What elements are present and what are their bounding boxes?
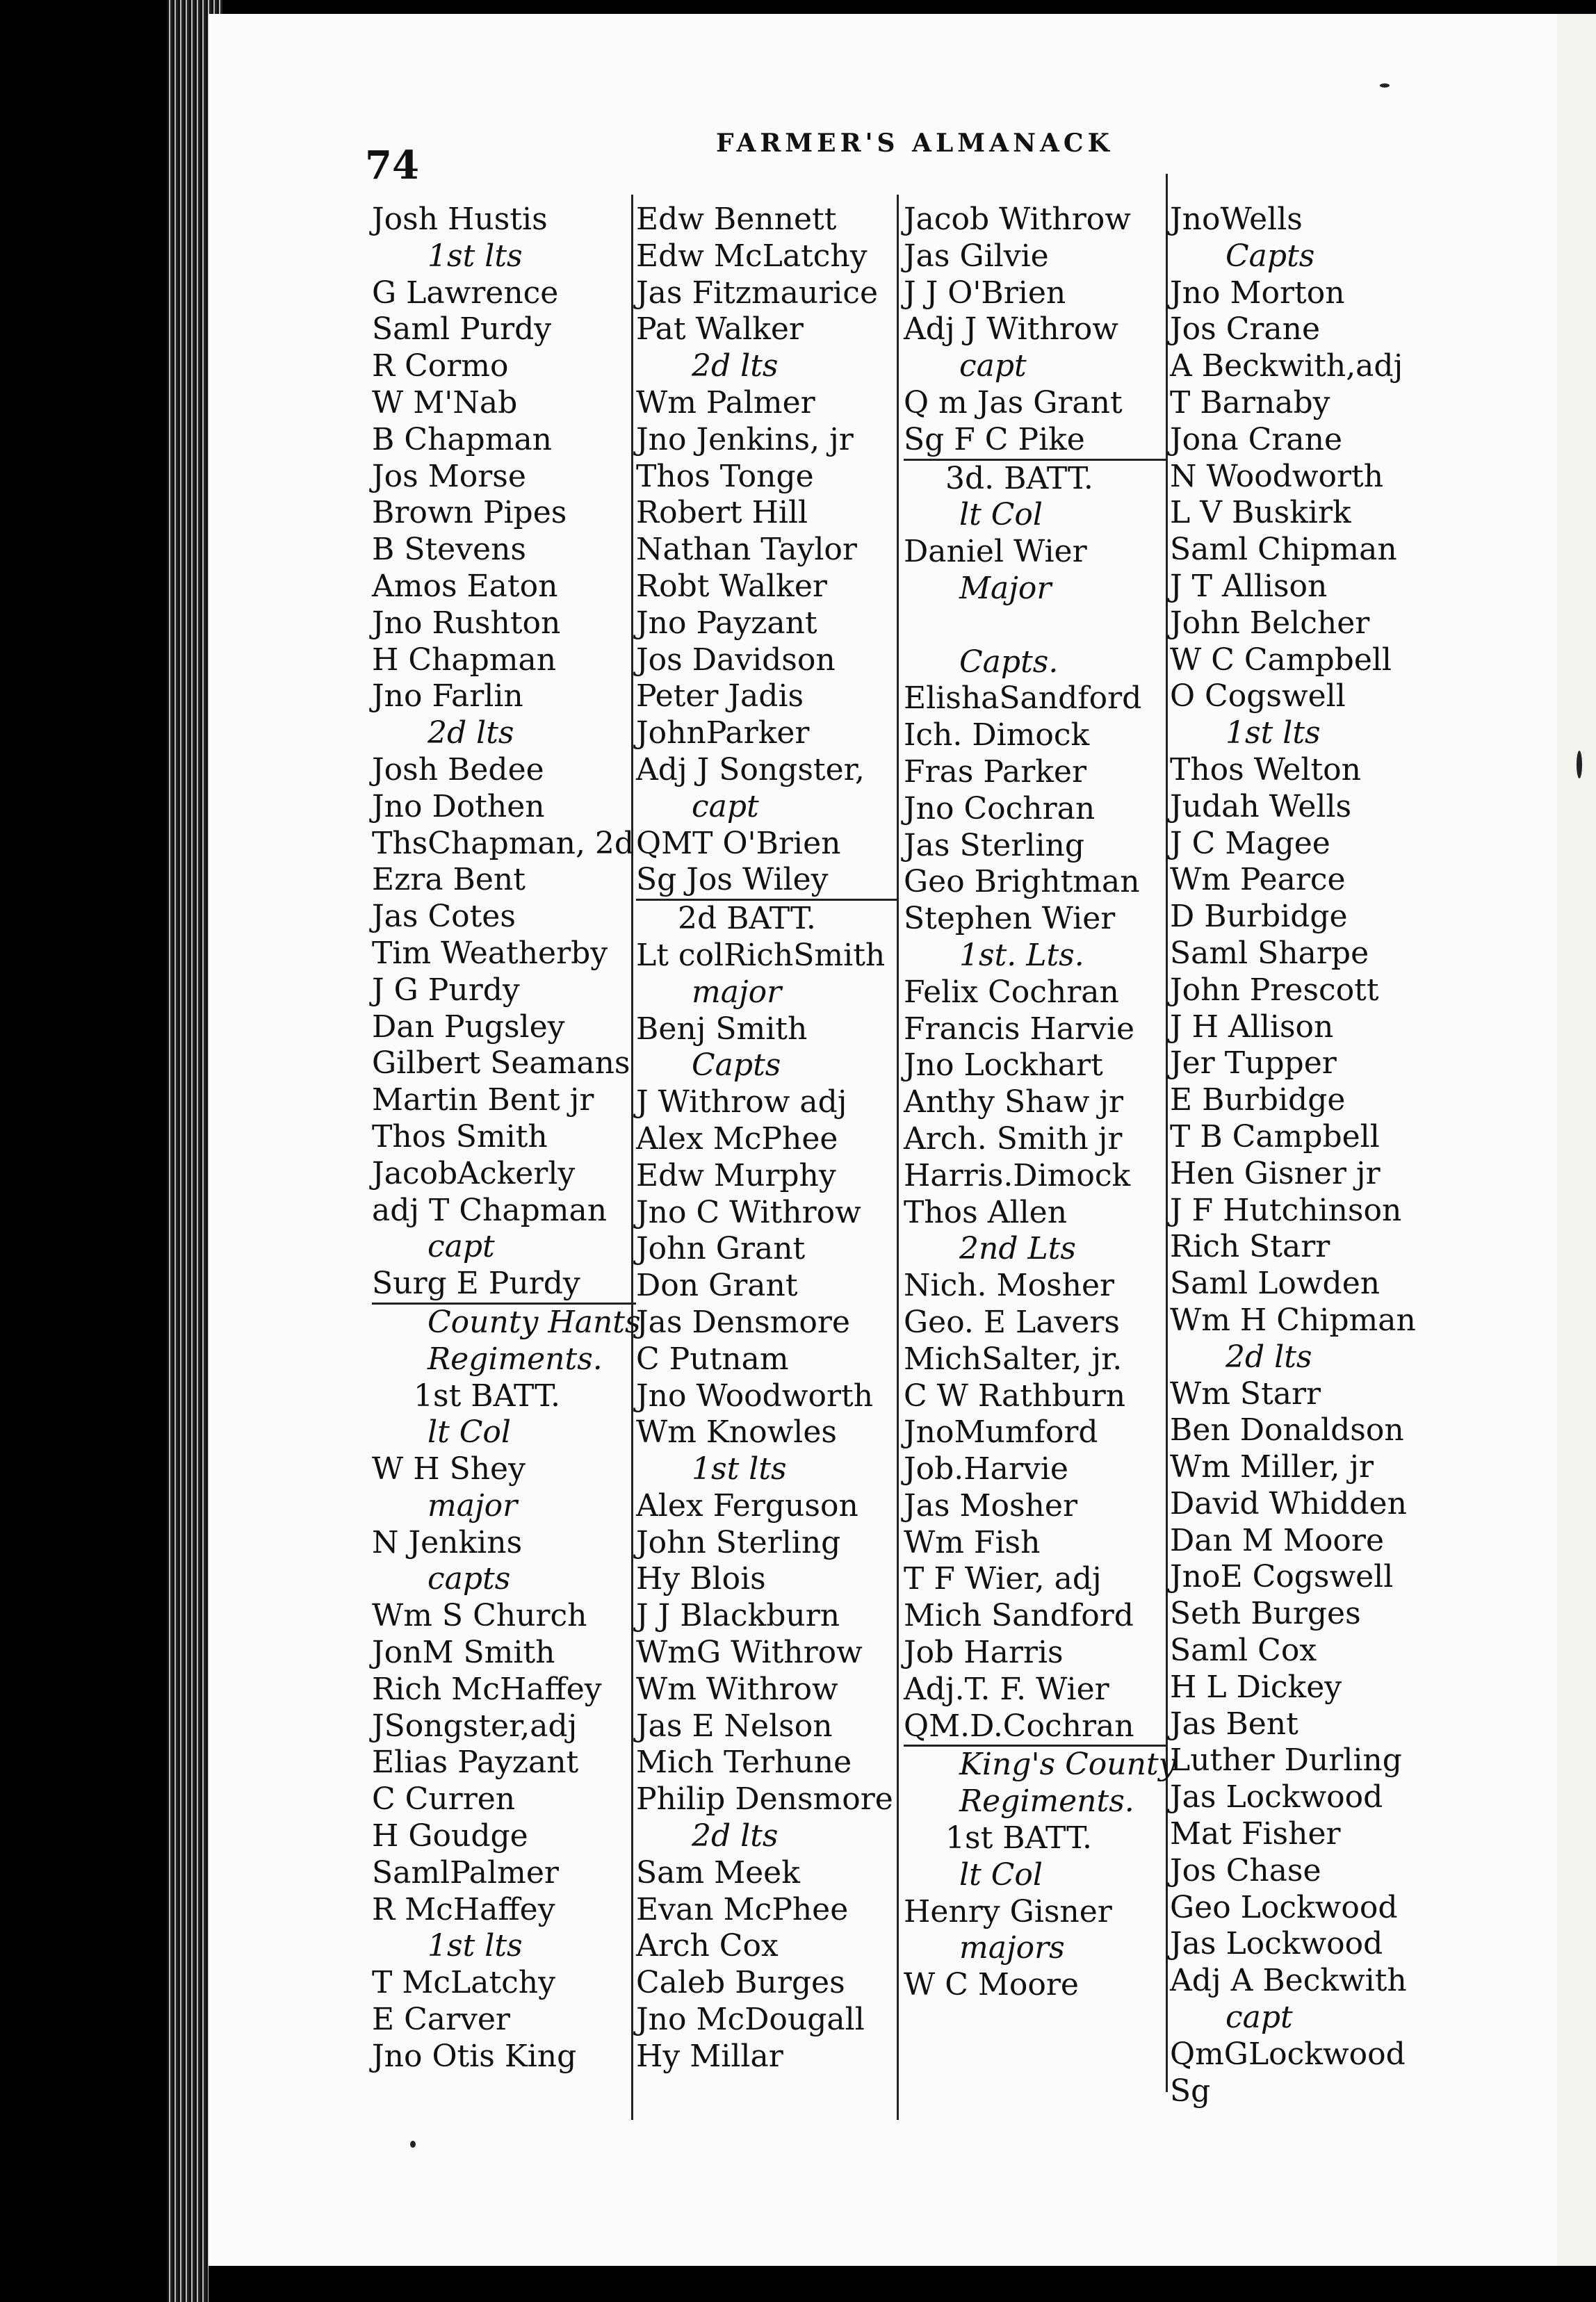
officer-entry: Saml Chipman — [1170, 532, 1397, 568]
rank-heading: King's County — [959, 1747, 1176, 1783]
rank-heading: Regiments. — [959, 1783, 1134, 1820]
officer-entry: Hy Blois — [636, 1561, 766, 1597]
officer-entry: Sg F C Pike — [904, 422, 1166, 461]
rank-heading: 1st lts — [692, 1451, 787, 1487]
column-4 — [1170, 202, 1448, 2109]
officer-entry: Wm Knowles — [636, 1414, 837, 1451]
page-number: 74 — [365, 142, 419, 188]
officer-entry: Wm Miller, jr — [1170, 1449, 1374, 1485]
officer-entry: Dan M Moore — [1170, 1522, 1384, 1558]
column-2 — [636, 202, 897, 2075]
officer-entry: WmG Withrow — [636, 1635, 863, 1671]
officer-entry: Jona Crane — [1170, 421, 1342, 457]
officer-entry: MichSalter, jr. — [904, 1341, 1123, 1377]
rank-heading: 1st lts — [427, 238, 523, 274]
officer-entry: Amos Eaton — [372, 568, 558, 604]
officer-entry: Seth Burges — [1170, 1596, 1361, 1632]
battalion-heading: 1st BATT. — [945, 1820, 1092, 1856]
officer-entry: Fras Parker — [904, 753, 1086, 790]
officer-entry: W C Moore — [904, 1967, 1079, 2003]
officer-entry: Daniel Wier — [904, 534, 1087, 570]
officer-entry: Mich Terhune — [636, 1745, 852, 1781]
officer-entry: Job Harris — [904, 1635, 1064, 1671]
rank-heading: majors — [959, 1930, 1065, 1966]
officer-entry: JSongster,adj — [372, 1708, 578, 1744]
officer-entry: Ezra Bent — [372, 862, 526, 898]
officer-entry: H Chapman — [372, 642, 557, 678]
officer-entry: H Goudge — [372, 1818, 528, 1854]
officer-entry: Martin Bent jr — [372, 1082, 594, 1118]
officer-entry: Josh Hustis — [372, 202, 548, 237]
battalion-heading: 2d BATT. — [678, 901, 816, 937]
officer-entry: Jas Gilvie — [904, 238, 1049, 274]
officer-entry: QmGLockwood — [1170, 2036, 1406, 2072]
officer-entry: Arch Cox — [636, 1928, 779, 1964]
rank-heading: capt — [692, 788, 759, 824]
officer-entry: JonM Smith — [372, 1635, 555, 1671]
officer-entry: Brown Pipes — [372, 495, 567, 531]
officer-entry: Benj Smith — [636, 1011, 808, 1047]
officer-entry: Henry Gisner — [904, 1893, 1112, 1929]
speck — [410, 2141, 416, 2148]
officer-entry: Francis Harvie — [904, 1011, 1135, 1047]
officer-entry: Anthy Shaw jr — [904, 1084, 1124, 1120]
officer-entry: Adj.T. F. Wier — [904, 1671, 1109, 1707]
officer-entry: Jos Crane — [1170, 311, 1321, 348]
officer-entry: B Chapman — [372, 421, 553, 457]
officer-entry: Pat Walker — [636, 311, 804, 348]
officer-entry: B Stevens — [372, 532, 526, 568]
officer-entry: Thos Allen — [904, 1194, 1068, 1230]
officer-entry: C Putnam — [636, 1341, 789, 1377]
officer-entry: W M'Nab — [372, 384, 518, 421]
officer-entry: Jos Davidson — [636, 642, 836, 678]
officer-entry: T McLatchy — [372, 1965, 555, 2001]
rank-heading: 1st lts — [427, 1928, 523, 1964]
officer-entry: Saml Lowden — [1170, 1266, 1381, 1302]
officer-entry: H L Dickey — [1170, 1669, 1342, 1705]
officer-entry: J Withrow adj — [636, 1084, 847, 1120]
officer-entry: R Cormo — [372, 348, 509, 384]
officer-entry: N Jenkins — [372, 1524, 523, 1560]
officer-entry: Rich McHaffey — [372, 1671, 602, 1707]
rank-heading: Regiments. — [427, 1341, 603, 1377]
officer-entry: Jer Tupper — [1170, 1045, 1337, 1081]
officer-entry: Jacob Withrow — [904, 202, 1131, 237]
facing-page-edge — [1557, 14, 1596, 2266]
officer-entry: J T Allison — [1170, 568, 1328, 604]
officer-entry: Arch. Smith jr — [904, 1120, 1123, 1157]
officer-entry: David Whidden — [1170, 1485, 1407, 1521]
officer-entry: Jas Densmore — [636, 1304, 850, 1340]
officer-entry: ThsChapman, 2d — [372, 825, 635, 861]
officer-entry: Jno Morton — [1170, 275, 1345, 311]
officer-entry: Job.Harvie — [904, 1451, 1068, 1487]
rank-heading: 1st. Lts. — [959, 937, 1084, 973]
officer-entry: SamlPalmer — [372, 1854, 559, 1891]
officer-entry: Don Grant — [636, 1268, 798, 1304]
officer-entry: Jas Cotes — [372, 899, 516, 935]
officer-entry: Wm Starr — [1170, 1376, 1321, 1412]
running-head: FARMER'S ALMANACK — [716, 129, 1114, 158]
officer-entry: O Cogswell — [1170, 678, 1346, 715]
officer-entry: Peter Jadis — [636, 678, 804, 715]
rank-heading: lt Col — [427, 1414, 511, 1451]
officer-entry: Adj J Songster, — [636, 751, 865, 787]
officer-entry: Thos Tonge — [636, 458, 814, 494]
officer-entry: Jno Rushton — [372, 605, 561, 641]
officer-entry: Jno Cochran — [904, 790, 1096, 826]
battalion-heading: 1st BATT. — [414, 1378, 560, 1414]
rank-heading: 2d lts — [427, 715, 514, 751]
officer-entry: Jno McDougall — [636, 2002, 865, 2038]
officer-entry: Adj J Withrow — [904, 311, 1118, 348]
officer-entry: Hen Gisner jr — [1170, 1155, 1381, 1191]
officer-entry: Wm S Church — [372, 1598, 587, 1634]
officer-entry: Wm Withrow — [636, 1671, 838, 1707]
officer-entry: Geo. E Lavers — [904, 1304, 1120, 1340]
officer-entry: Jas Lockwood — [1170, 1926, 1383, 1962]
rank-heading: lt Col — [959, 497, 1043, 533]
rank-heading: lt Col — [959, 1856, 1043, 1893]
officer-entry: Jos Chase — [1170, 1852, 1321, 1888]
officer-entry: Robert Hill — [636, 495, 808, 531]
officer-entry: Saml Purdy — [372, 311, 552, 348]
officer-entry: Jas Sterling — [904, 827, 1084, 863]
rank-heading: capt — [1226, 2000, 1293, 2036]
officer-entry: Alex McPhee — [636, 1120, 838, 1157]
rank-heading: capt — [959, 348, 1027, 384]
scan-border — [209, 2266, 1596, 2302]
officer-entry: Jno Farlin — [372, 678, 523, 715]
officer-entry: Alex Ferguson — [636, 1487, 858, 1524]
rank-heading: Major — [959, 570, 1052, 606]
officer-entry: C W Rathburn — [904, 1378, 1126, 1414]
rank-heading: Capts — [1226, 238, 1315, 274]
officer-entry: Mich Sandford — [904, 1598, 1134, 1634]
officer-entry: ElishaSandford — [904, 680, 1142, 717]
column-rule — [1166, 174, 1168, 2092]
officer-entry: J J Blackburn — [636, 1598, 840, 1634]
officer-entry: Jno C Withrow — [636, 1194, 861, 1230]
officer-entry: JnoE Cogswell — [1170, 1559, 1394, 1595]
officer-entry: Jas Lockwood — [1170, 1779, 1383, 1815]
officer-entry: Jas E Nelson — [636, 1708, 833, 1744]
officer-entry: Jno Jenkins, jr — [636, 421, 854, 457]
officer-entry: N Woodworth — [1170, 458, 1384, 494]
officer-entry: John Sterling — [636, 1524, 841, 1560]
officer-entry: T F Wier, adj — [904, 1561, 1102, 1597]
officer-entry: John Belcher — [1170, 605, 1370, 641]
officer-entry: Luther Durling — [1170, 1742, 1402, 1779]
officer-entry — [904, 607, 1166, 644]
officer-entry: Thos Smith — [372, 1118, 548, 1154]
officer-entry: Wm H Chipman — [1170, 1302, 1416, 1338]
officer-entry: Ben Donaldson — [1170, 1412, 1404, 1448]
officer-entry: Felix Cochran — [904, 974, 1119, 1010]
officer-entry: Hy Millar — [636, 2038, 783, 2074]
officer-entry: JnoWells — [1170, 202, 1303, 237]
officer-entry: Saml Cox — [1170, 1633, 1317, 1669]
officer-entry: Sg Jos Wiley — [636, 862, 897, 901]
officer-entry: Jno Payzant — [636, 605, 817, 641]
officer-entry: Saml Sharpe — [1170, 935, 1369, 971]
officer-entry: Lt colRichSmith — [636, 937, 886, 973]
officer-entry: E Burbidge — [1170, 1082, 1346, 1118]
officer-entry: Adj A Beckwith — [1170, 1963, 1407, 1999]
rank-heading: Capts — [692, 1047, 781, 1084]
officer-entry: Thos Welton — [1170, 751, 1361, 787]
officer-entry: D Burbidge — [1170, 899, 1348, 935]
officer-entry: Philip Densmore — [636, 1781, 893, 1818]
officer-entry: J G Purdy — [372, 972, 520, 1008]
officer-entry: J H Allison — [1170, 1009, 1334, 1045]
officer-entry: Gilbert Seamans — [372, 1045, 630, 1081]
officer-entry: JnoMumford — [904, 1414, 1098, 1451]
officer-entry: Stephen Wier — [904, 901, 1116, 937]
officer-entry: Elias Payzant — [372, 1745, 579, 1781]
officer-entry: Wm Fish — [904, 1524, 1041, 1560]
officer-entry: Josh Bedee — [372, 751, 544, 787]
officer-entry: QM.D.Cochran — [904, 1708, 1166, 1747]
officer-entry: Surg E Purdy — [372, 1266, 636, 1305]
officer-entry: John Grant — [636, 1231, 806, 1267]
speck — [1577, 751, 1582, 778]
officer-entry: Jas Bent — [1170, 1706, 1298, 1742]
officer-entry: Wm Palmer — [636, 384, 815, 421]
officer-entry: Tim Weatherby — [372, 935, 608, 971]
rank-heading: capts — [427, 1561, 511, 1597]
officer-entry: Jas Mosher — [904, 1487, 1077, 1524]
officer-entry: Ich. Dimock — [904, 717, 1090, 753]
officer-entry: C Curren — [372, 1781, 516, 1818]
battalion-heading: 3d. BATT. — [945, 460, 1093, 496]
officer-entry: Sam Meek — [636, 1854, 800, 1891]
officer-entry: W C Campbell — [1170, 642, 1392, 678]
officer-entry: Evan McPhee — [636, 1891, 849, 1927]
officer-entry: Rich Starr — [1170, 1229, 1330, 1265]
officer-entry: Mat Fisher — [1170, 1816, 1341, 1852]
officer-entry: adj T Chapman — [372, 1192, 608, 1228]
column-rule — [897, 195, 899, 2120]
officer-entry: Dan Pugsley — [372, 1009, 565, 1045]
officer-entry: G Lawrence — [372, 275, 559, 311]
rank-heading: 2nd Lts — [959, 1231, 1076, 1267]
officer-entry: A Beckwith,adj — [1170, 348, 1403, 384]
officer-entry: Harris.Dimock — [904, 1157, 1131, 1193]
officer-entry: Jno Otis King — [372, 2038, 577, 2074]
officer-entry: Q m Jas Grant — [904, 384, 1123, 421]
rank-heading: major — [427, 1487, 518, 1524]
officer-entry: Edw Bennett — [636, 202, 837, 237]
officer-entry: Jno Dothen — [372, 788, 545, 824]
officer-entry: Jno Lockhart — [904, 1047, 1103, 1084]
column-3 — [904, 202, 1176, 2004]
rank-heading: Capts. — [959, 644, 1059, 680]
officer-entry: Nathan Taylor — [636, 532, 857, 568]
speck — [1380, 83, 1390, 88]
rank-heading: 1st lts — [1226, 715, 1321, 751]
rank-heading: major — [692, 974, 782, 1010]
rank-heading: 2d lts — [1226, 1339, 1312, 1375]
officer-entry: R McHaffey — [372, 1891, 555, 1927]
officer-entry: Geo Lockwood — [1170, 1889, 1398, 1925]
officer-entry: Geo Brightman — [904, 864, 1140, 900]
officer-entry: Nich. Mosher — [904, 1268, 1115, 1304]
officer-entry: Edw McLatchy — [636, 238, 868, 274]
officer-entry: T Barnaby — [1170, 384, 1330, 421]
officer-entry: QMT O'Brien — [636, 825, 841, 861]
officer-entry: Jos Morse — [372, 458, 526, 494]
officer-entry: Edw Murphy — [636, 1157, 836, 1193]
rank-heading: 2d lts — [692, 348, 779, 384]
officer-entry: JohnParker — [636, 715, 810, 751]
officer-entry: J C Magee — [1170, 825, 1330, 861]
officer-entry: Caleb Burges — [636, 1965, 845, 2001]
officer-entry: L V Buskirk — [1170, 495, 1351, 531]
rank-heading: 2d lts — [692, 1818, 779, 1854]
officer-entry: Sg — [1170, 2073, 1211, 2109]
officer-entry: John Prescott — [1170, 972, 1379, 1008]
officer-entry: Jas Fitzmaurice — [636, 275, 878, 311]
officer-entry: J F Hutchinson — [1170, 1192, 1402, 1228]
officer-entry: W H Shey — [372, 1451, 526, 1487]
officer-entry: T B Campbell — [1170, 1118, 1380, 1154]
column-1 — [372, 202, 641, 2075]
officer-entry: Robt Walker — [636, 568, 827, 604]
officer-entry: Wm Pearce — [1170, 862, 1346, 898]
officer-entry: E Carver — [372, 2002, 510, 2038]
officer-entry: JacobAckerly — [372, 1155, 576, 1191]
officer-entry: J J O'Brien — [904, 275, 1066, 311]
rank-heading: County Hants — [427, 1304, 641, 1340]
rank-heading: capt — [427, 1229, 495, 1265]
officer-entry: Jno Woodworth — [636, 1378, 874, 1414]
officer-entry: Judah Wells — [1170, 788, 1352, 824]
